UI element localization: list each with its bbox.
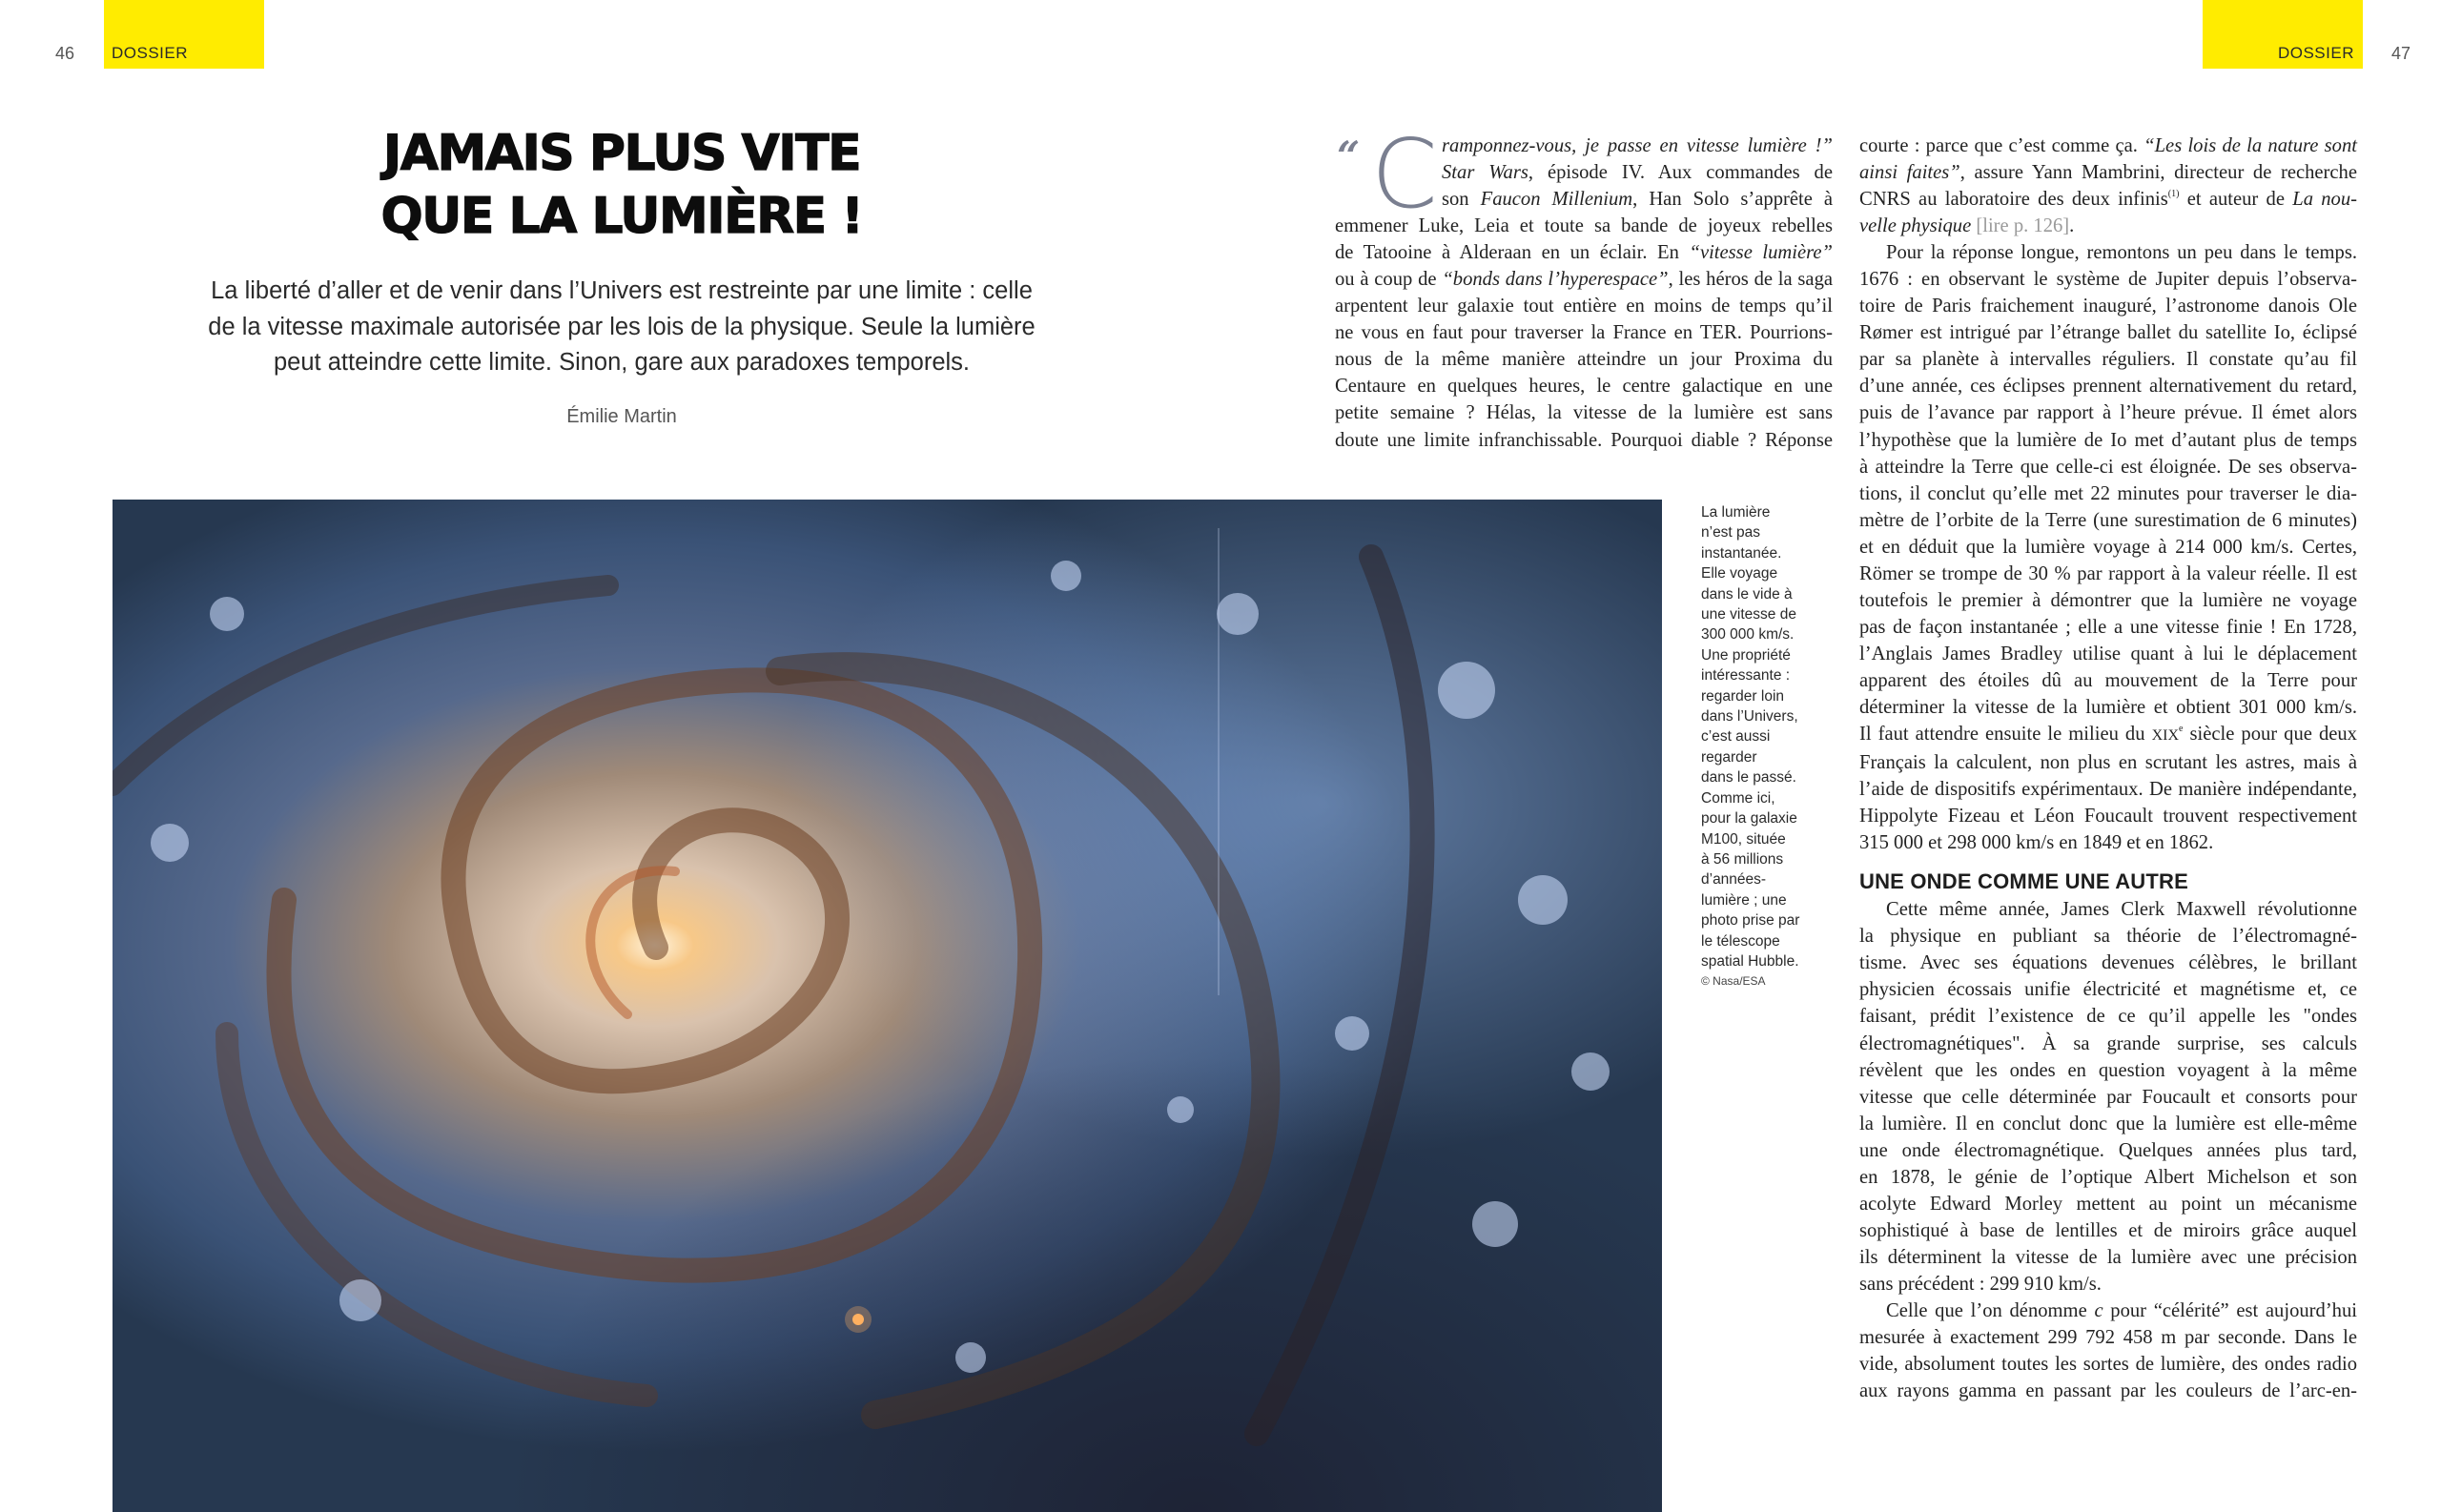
caption-line: c’est aussi: [1701, 728, 1771, 746]
text-line: la lumière. Il en conclut donc que la lumière est elle-même: [1859, 1113, 2357, 1134]
text-line: électromagnétiques". À sa grande surprise, ses calculs: [1859, 1032, 2357, 1054]
caption-line: d’années-: [1701, 871, 1767, 889]
text-line: sophistiqué à base de lentilles et de miroirs grâce auquel: [1859, 1219, 2357, 1241]
article-deck: [172, 274, 1072, 381]
text-line: CNRS au laboratoire des deux infinis$^{(1)}$ et auteur de La nou-: [1859, 189, 2357, 211]
section-subheading: UNE ONDE COMME UNE AUTRE: [1859, 869, 2188, 894]
text-line: sans précédent : 299 910 km/s.: [1859, 1273, 2102, 1295]
caption-line: M100, située: [1701, 830, 1786, 848]
caption-line: La lumière: [1701, 504, 1771, 521]
text-line: toire de Paris fraichement inauguré, l’astronome danois Ole: [1859, 296, 2357, 317]
page-reference-link[interactable]: [lire p. 126]: [1971, 215, 2070, 237]
text-line: puis de l’avance par rapport à l’heure prévue. Il émet alors: [1859, 402, 2357, 424]
drop-cap: C: [1371, 118, 1438, 230]
text-line: ainsi faites”, assure Yann Mambrini, directeur de recherche: [1859, 162, 2357, 184]
deck-line: La liberté d’aller et de venir dans l’Univers est restreinte par une limite : celle: [211, 277, 1033, 304]
caption-line: pour la galaxie: [1701, 810, 1797, 828]
text-line: mètre de l’orbite de la Terre (une surestimation de 6 minutes): [1859, 509, 2357, 531]
text-line: arpentent leur galaxie tout entière en moins de temps qu’il: [1335, 296, 1833, 317]
text-line: ou à coup de “bonds dans l’hyperespace”, les héros de la saga: [1335, 269, 1834, 291]
text-line: d’une année, ces éclipses prennent alternativement du retard,: [1859, 376, 2357, 398]
caption-line: instantanée.: [1701, 544, 1782, 562]
caption-line: dans le passé.: [1701, 769, 1796, 787]
text-line: Rømer est intrigué par l’étrange ballet du satellite Io, éclipsé: [1859, 322, 2357, 344]
galaxy-photo: [113, 500, 1662, 1512]
text-line: vitesse que celle déterminée par Foucault et consorts pour: [1859, 1086, 2357, 1108]
caption-line: dans l’Univers,: [1701, 708, 1798, 725]
body-column-1: [1335, 118, 1834, 454]
caption-line: lumière ; une: [1701, 891, 1787, 909]
caption-line: dans le vide à: [1701, 585, 1793, 603]
text-line: et en déduit que la lumière voyage à 214 000 km/s. Certes,: [1859, 536, 2357, 558]
text-line: courte : parce que c’est comme ça. “Les lois de la nature sont: [1859, 135, 2357, 156]
text-line: acolyte Edward Morley mettent au point un mécanisme: [1859, 1193, 2357, 1215]
text-line: tions, il conclut qu’elle met 22 minutes pour traverser le dia-: [1859, 482, 2357, 504]
deck-line: peut atteindre cette limite. Sinon, gare aux paradoxes temporels.: [274, 349, 970, 376]
caption-line: spatial Hubble.: [1701, 952, 1799, 970]
text-line: tisme. Avec ses équations devenues célèbres, le brillant: [1859, 952, 2357, 974]
caption-line: une vitesse de: [1701, 606, 1796, 623]
text-line: ramponnez-vous, je passe en vitesse lumière !”: [1442, 135, 1833, 156]
caption-line: le télescope: [1701, 932, 1780, 950]
text-line: l’Anglais James Bradley utilise quant à lui le déplacement: [1859, 643, 2357, 664]
text-line: déterminer la vitesse de la lumière et obtient 301 000 km/s.: [1859, 696, 2357, 718]
text-line: par sa planète à intervalles réguliers. Il constate qu’au fil: [1859, 349, 2357, 371]
text-line: à atteindre la Terre que celle-ci est éloignée. De ses observa-: [1859, 456, 2357, 478]
text-line: nous de la même manière atteindre un jour Proxima du: [1335, 349, 1833, 371]
caption-line: Comme ici,: [1701, 789, 1775, 807]
text-line: faisant, prédit l’existence de ce qu’il appelle les "ondes: [1859, 1006, 2357, 1028]
galaxy-m100-image: [113, 500, 1662, 1512]
text-line: physicien écossais unifie électricité et magnétisme et, ce: [1859, 979, 2357, 1001]
text-line: apparent des étoiles dû au mouvement de la Terre pour: [1859, 669, 2357, 691]
text-line: Il faut attendre ensuite le milieu du XIXe siècle pour que deux: [1859, 724, 2357, 746]
section-rubric-right: DOSSIER: [2203, 0, 2363, 69]
deck-line: de la vitesse maximale autorisée par les lois de la physique. Seule la lumière: [208, 313, 1036, 340]
page-number-left: 46: [55, 44, 75, 63]
text-line: aux rayons gamma en passant par les couleurs de l’arc-en-: [1859, 1380, 2357, 1402]
caption-line: 300 000 km/s.: [1701, 626, 1795, 644]
text-line: pas de façon instantanée ; elle a une vitesse finie ! En 1728,: [1859, 616, 2357, 638]
text-line: toutefois le premier à démontrer que la lumière ne voyage: [1859, 589, 2357, 611]
text-line: Cette même année, James Clerk Maxwell révolutionne: [1886, 899, 2357, 921]
text-line: Français la calculent, non plus en scrutant les astres, mais à: [1859, 752, 2357, 774]
text-line: une onde électromagnétique. Quelques années plus tard,: [1859, 1139, 2357, 1161]
caption-line: photo prise par: [1701, 912, 1800, 930]
text-line: en 1878, le génie de l’optique Albert Michelson et son: [1859, 1166, 2357, 1188]
text-line: Star Wars, épisode IV. Aux commandes de: [1442, 162, 1833, 184]
text-line: l’aide de dispositifs expérimentaux. De manière indépendante,: [1859, 779, 2357, 801]
body-column-2: [1859, 133, 2357, 1404]
text-line: doute une limite infranchissable. Pourquoi diable ? Réponse: [1335, 429, 1833, 451]
text-line: velle physique [lire p. 126].: [1859, 215, 2075, 237]
text-line: Celle que l’on dénomme c pour “célérité” est aujourd’hui: [1886, 1299, 2358, 1321]
text-line: Pour la réponse longue, remontons un peu dans le temps.: [1886, 242, 2357, 264]
caption-line: Elle voyage: [1701, 565, 1778, 582]
text-line: vide, absolument toutes les sortes de lumière, des ondes radio: [1859, 1354, 2357, 1376]
caption-line: regarder: [1701, 748, 1757, 766]
text-line: de Tatooine à Alderaan en un éclair. En “vitesse lumière”: [1335, 242, 1833, 264]
text-line: Centaure en quelques heures, le centre galactique en une: [1335, 376, 1833, 398]
text-line: ne vous en faut pour traverser la France en TER. Pourrions-: [1335, 322, 1833, 344]
text-line: 1676 : en observant le système de Jupiter depuis l’observa-: [1859, 269, 2357, 291]
text-line: ils déterminent la vitesse de la lumière avec une précision: [1859, 1246, 2357, 1268]
text-line: mesurée à exactement 299 792 458 m par seconde. Dans le: [1859, 1327, 2357, 1349]
caption-line: intéressante :: [1701, 667, 1791, 684]
page-number-right: 47: [2391, 44, 2411, 63]
article-title: [238, 122, 1005, 248]
text-line: Römer se trompe de 30 % par rapport à la valeur réelle. Il est: [1859, 562, 2357, 584]
footnote-ref: (1): [2167, 189, 2180, 200]
photo-credit: © Nasa/ESA: [1701, 974, 1766, 989]
caption-line: Une propriété: [1701, 646, 1791, 664]
section-rubric-left: DOSSIER: [104, 0, 264, 69]
title-line: JAMAIS PLUS VITE: [382, 125, 861, 182]
text-line: emmener Luke, Leia et toute sa bande de joyeux rebelles: [1335, 215, 1833, 237]
intro-paragraph: [1335, 118, 1834, 454]
text-line: la physique en publiant sa théorie de l’électromagné-: [1859, 926, 2357, 948]
text-line: révèlent que les ondes en question voyagent à la même: [1859, 1059, 2357, 1081]
text-line: 315 000 et 298 000 km/s en 1849 et en 1862.: [1859, 832, 2214, 854]
caption-line: n’est pas: [1701, 524, 1761, 541]
title-line: QUE LA LUMIÈRE !: [380, 188, 863, 245]
text-line: petite semaine ? Hélas, la vitesse de la lumière est sans: [1335, 402, 1833, 424]
text-line: l’hypothèse que la lumière de Io met d’autant plus de temps: [1859, 429, 2357, 451]
photo-caption: [1701, 502, 1835, 991]
article-author: Émilie Martin: [566, 406, 677, 427]
caption-line: regarder loin: [1701, 687, 1785, 705]
text-line: son Faucon Millenium, Han Solo s’apprête à: [1442, 189, 1833, 211]
caption-line: à 56 millions: [1701, 850, 1784, 868]
text-line: Hippolyte Fizeau et Léon Foucault trouvent respectivement: [1859, 806, 2357, 828]
opening-quote-mark: “: [1337, 133, 1361, 179]
